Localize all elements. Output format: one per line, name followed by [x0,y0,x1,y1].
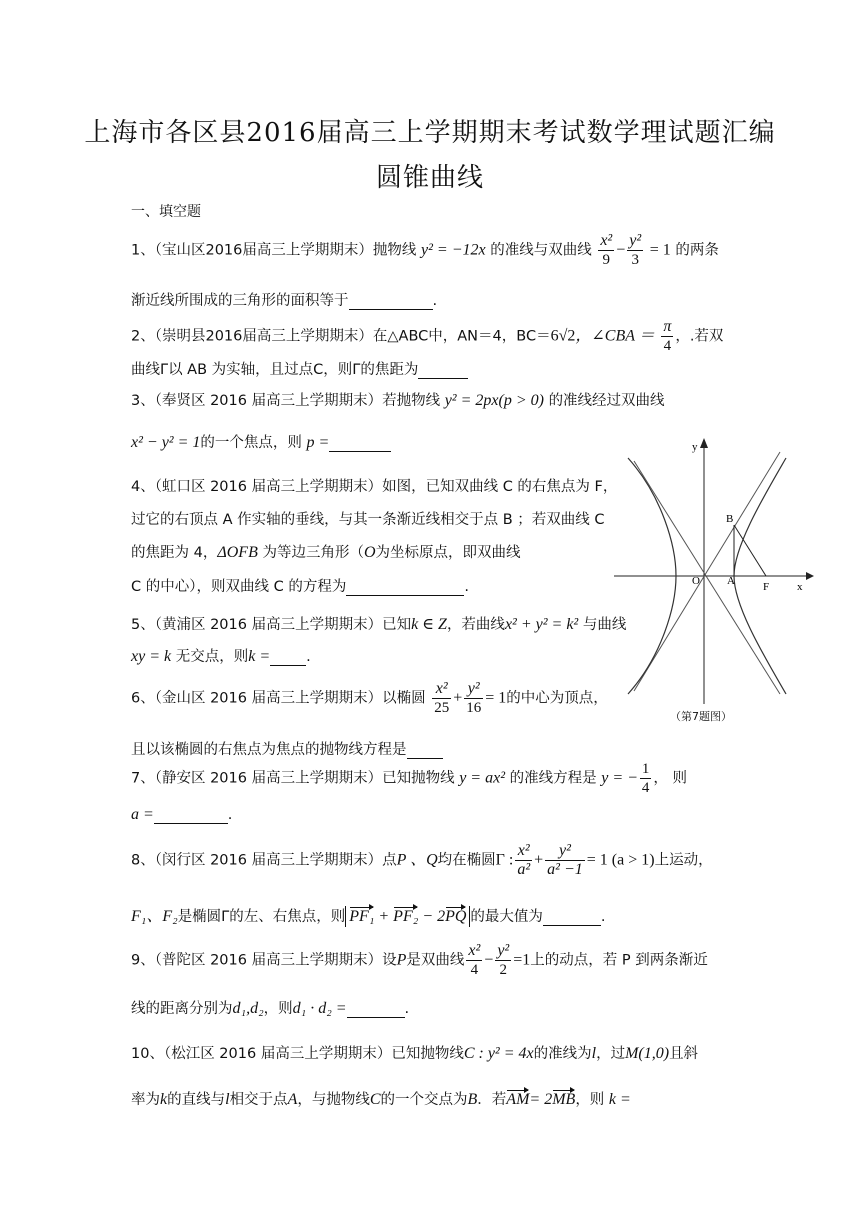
q1-prefix: 1、（宝山区2016届高三上学期期末）抛物线 [131,242,417,259]
question-9-line2: 线的距离分别为d₁,d₂，则d₁ · d₂ = . [131,1000,410,1017]
question-1-line2: 渐近线所围成的三角形的面积等于 . [131,293,438,309]
label-b: B [726,513,734,525]
document-title-line1: 上海市各区县2016届高三上学期期末考试数学理试题汇编 [84,118,776,148]
answer-blank [349,293,433,310]
question-7-line2: a = . [131,806,233,823]
answer-blank [347,1001,405,1018]
q7-fraction: $\frac{1}{4}$ [641,761,650,796]
label-y: y [692,441,698,453]
label-a: A [727,575,735,587]
q2-bc: 6√2 [550,327,576,345]
answer-blank [329,435,391,452]
question-1: 1、（宝山区2016届高三上学期期末）抛物线 y² = −12x 的准线与双曲线 $\frac{\text{x²}}{9}$ − $\frac{\text{y²}}{3}$ = 1 的两条 [131,232,719,268]
question-8-line2: F₁、F₂是椭圆Γ的左、右焦点，则 PF₁ + PF₂ − 2PQ 的最大值为 . [131,908,606,925]
vector-abs-expression: PF₁ + PF₂ − 2PQ [345,906,470,927]
label-o: O [692,575,700,587]
question-4-line2: 过它的右顶点 A 作实轴的垂线，与其一条渐近线相交于点 B ；若双曲线 C [131,512,605,528]
label-x: x [797,581,803,593]
figure-caption: （第7题图） [670,710,732,723]
q9-fraction-2: $\frac{\text{y²}}{2}$ [497,942,510,978]
q1-fraction-2: $\frac{\text{y²}}{3}$ [629,232,642,268]
q1-mid: 的准线与双曲线 [490,242,592,259]
q2-fraction: $\frac{\pi}{4}$ [663,318,672,354]
question-7: 7、（静安区 2016 届高三上学期期末）已知抛物线 y = ax² 的准线方程是 y = − $\frac{1}{4}$ ， 则 [131,761,688,796]
question-5-line2: xy = k 无交点，则k = . [131,648,311,665]
answer-blank [270,649,306,666]
q8-fraction-1: $\frac{\text{x²}}{\text{a²}}$ [517,842,531,878]
question-6: 6、（金山区 2016 届高三上学期期末）以椭圆 $\frac{\text{x²}}{25}$ + $\frac{\text{y²}}{16}$ = 1的中心为顶点， [131,680,608,716]
label-f: F [763,581,770,593]
q1-fraction-1: $\frac{\text{x²}}{9}$ [600,232,613,268]
q9-fraction-1: $\frac{\text{x²}}{4}$ [468,942,481,978]
question-2: 2、（崇明县2016届高三上学期期末）在△ABC中，AN＝4，BC＝6√2，∠CBA ＝ $\frac{\pi}{4}$ ，.若双 [131,318,724,354]
asymptote-1 [634,452,780,691]
question-5: 5、（黄浦区 2016 届高三上学期期末）已知k ∈ Z，若曲线x² + y² = k² 与曲线 [131,616,627,633]
question-6-line2: 且以该椭圆的右焦点为焦点的抛物线方程是 [131,738,443,759]
question-3-line2: x² − y² = 1的一个焦点，则 p = [131,431,391,452]
asymptote-2 [634,461,780,694]
answer-blank [346,579,464,596]
question-4-line1: 4、（虹口区 2016 届高三上学期期末）如图，已知双曲线 C 的右焦点为 F， [131,479,618,495]
q1-equation: y² = −12x [421,241,486,259]
hyperbola-figure [614,436,814,706]
q1-rhs: = 1 [649,241,671,259]
answer-blank [154,807,228,824]
question-3: 3、（奉贤区 2016 届高三上学期期末）若抛物线 y² = 2px(p > 0) 的准线经过双曲线 [131,392,665,409]
q6-fraction-2: $\frac{\text{y²}}{16}$ [466,680,482,716]
section-heading: 一、填空题 [131,204,201,220]
question-4-line3: 的焦距为 4，ΔOFB 为等边三角形（O为坐标原点，即双曲线 [131,544,521,561]
y-axis-arrow [700,438,708,448]
document-title-line2: 圆锥曲线 [375,163,484,193]
q6-fraction-1: $\frac{\text{x²}}{25}$ [434,680,450,716]
answer-blank [543,909,601,926]
answer-blank [418,362,468,379]
answer-blank [407,742,443,759]
q8-fraction-2: $\frac{\text{y²}}{\text{a² −1}}$ [547,842,583,878]
question-4-line4: C 的中心），则双曲线 C 的方程为 . [131,579,469,595]
question-9: 9、（普陀区 2016 届高三上学期期末）设P是双曲线 $\frac{\text{x²}}{4}$ − $\frac{\text{y²}}{2}$ =1上的动点，若 P 到两条渐近 [131,942,708,978]
question-2-line2: 曲线Γ以 AB 为实轴，且过点C，则Γ的焦距为 [131,358,468,379]
question-10: 10、（松江区 2016 届高三上学期期末）已知抛物线C : y² = 4x的准线为l，过M(1,0)且斜 [131,1045,699,1062]
q1-suffix: 的两条 [675,242,719,259]
question-10-line2: 率为k的直线与l相交于点A，与抛物线C的一个交点为B．若AM= 2MB，则 k = [131,1091,631,1108]
question-8: 8、（闵行区 2016 届高三上学期期末）点P 、Q均在椭圆Γ : $\frac{\text{x²}}{\text{a²}}$ + $\frac{\text{y²}}{\text{a² −1}}$ = 1 (a > 1)上运动， [131,842,713,878]
x-axis-arrow [806,572,814,580]
